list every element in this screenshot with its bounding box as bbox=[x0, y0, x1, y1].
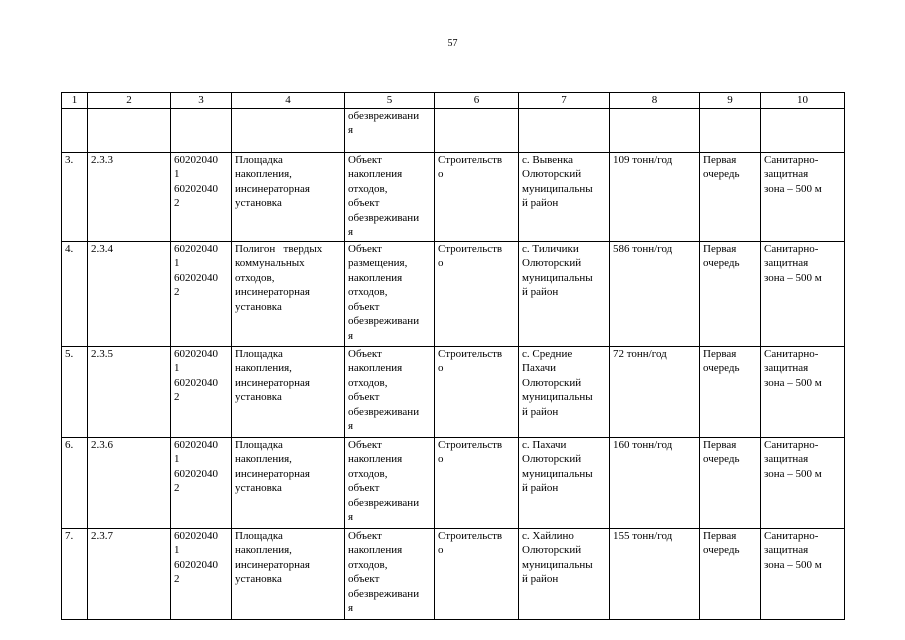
cell-line: 1 bbox=[174, 257, 180, 269]
cell-line: зона – 500 м bbox=[764, 376, 822, 389]
cell-line: Первая bbox=[703, 153, 737, 166]
cell-line: муниципальны bbox=[522, 467, 593, 480]
cell-line: 60202040 bbox=[174, 153, 218, 166]
cell-line: отходов, bbox=[348, 467, 388, 480]
sanitary-zone-cell bbox=[761, 437, 845, 528]
cell-line: Санитарно- bbox=[764, 153, 819, 166]
cell-line: объект bbox=[348, 197, 380, 209]
cell-line: Строительств bbox=[438, 529, 503, 542]
cell-line: обезвреживани bbox=[348, 496, 420, 509]
cell-line: Олюторский bbox=[522, 376, 582, 389]
priority-cell bbox=[700, 528, 761, 619]
location-cell bbox=[519, 528, 610, 619]
sanitary-zone-cell bbox=[761, 241, 845, 346]
cell-line: 2 bbox=[174, 391, 180, 403]
cell-line: коммунальных bbox=[235, 257, 305, 269]
cell-line: 60202040 bbox=[174, 182, 218, 195]
capacity-cell: 586 тонн/год bbox=[610, 241, 700, 346]
cell-line: я bbox=[348, 420, 354, 432]
cell-line: 2 bbox=[174, 286, 180, 298]
cell-line: с. Средние bbox=[522, 347, 573, 360]
cell-line: 60202040 bbox=[174, 271, 218, 284]
cell-line: отходов, bbox=[348, 286, 388, 298]
cell-line: муниципальны bbox=[522, 271, 593, 284]
facility-name-cell bbox=[232, 346, 345, 437]
column-number: 5 bbox=[345, 93, 435, 109]
cell-line: Объект bbox=[348, 242, 382, 255]
cell-line: накопления bbox=[348, 453, 403, 465]
cell-line: накопления, bbox=[235, 168, 292, 180]
table-row bbox=[62, 346, 845, 437]
cell-line: Олюторский bbox=[522, 168, 582, 180]
data-rows bbox=[62, 152, 845, 619]
cell-line: Объект bbox=[348, 438, 382, 451]
table-cell bbox=[761, 108, 845, 152]
table-cell bbox=[88, 108, 171, 152]
cell-line: обезвреживани bbox=[348, 587, 420, 600]
cell-line: очередь bbox=[703, 168, 740, 180]
priority-cell bbox=[700, 152, 761, 241]
priority-cell bbox=[700, 437, 761, 528]
cell-line: очередь bbox=[703, 362, 740, 374]
capacity-cell: 72 тонн/год bbox=[610, 346, 700, 437]
cell-line: о bbox=[438, 168, 444, 180]
cell-line: й район bbox=[522, 573, 559, 585]
activity-cell bbox=[435, 437, 519, 528]
cell-line: очередь bbox=[703, 453, 740, 465]
row-number-cell: 4. bbox=[62, 241, 88, 346]
cell-line: Санитарно- bbox=[764, 347, 819, 360]
cell-line: инсинераторная bbox=[235, 376, 310, 389]
cell-line: установка bbox=[235, 482, 282, 494]
cell-line: 60202040 bbox=[174, 467, 218, 480]
cell-line: Объект bbox=[348, 529, 382, 542]
cell-line: очередь bbox=[703, 544, 740, 556]
cell-line: обезвреживани bbox=[348, 315, 420, 327]
fkko-code-cell bbox=[171, 346, 232, 437]
sanitary-zone-cell bbox=[761, 528, 845, 619]
cell-line: Площадка bbox=[235, 347, 283, 360]
cell-line: с. Тиличики bbox=[522, 242, 579, 255]
cell-line: 1 bbox=[174, 362, 180, 374]
table-cell bbox=[62, 108, 88, 152]
cell-line: я bbox=[348, 226, 354, 238]
cell-line: отходов, bbox=[348, 182, 388, 195]
cell-line: защитная bbox=[764, 257, 809, 269]
activity-cell bbox=[435, 241, 519, 346]
cell-line: Объект bbox=[348, 153, 382, 166]
cell-line: 1 bbox=[174, 168, 180, 180]
cell-line: 60202040 bbox=[174, 558, 218, 571]
cell-line: установка bbox=[235, 197, 282, 209]
cell-line: объект bbox=[348, 482, 380, 494]
fkko-code-cell bbox=[171, 528, 232, 619]
facilities-table bbox=[61, 92, 845, 620]
cell-line: зона – 500 м bbox=[764, 182, 822, 195]
column-number: 3 bbox=[171, 93, 232, 109]
row-number-cell: 5. bbox=[62, 346, 88, 437]
cell-line: с. Вывенка bbox=[522, 153, 574, 166]
cell-line: размещения, bbox=[348, 257, 408, 269]
cell-line: накопления, bbox=[235, 544, 292, 556]
cell-line: Полигон твердых bbox=[235, 242, 323, 255]
cell-line: инсинераторная bbox=[235, 558, 310, 571]
cell-line: о bbox=[438, 257, 444, 269]
cell-line: защитная bbox=[764, 168, 809, 180]
cell-line: Олюторский bbox=[522, 544, 582, 556]
cell-line: 2 bbox=[174, 573, 180, 585]
cell-line: Санитарно- bbox=[764, 529, 819, 542]
cell-line: Санитарно- bbox=[764, 242, 819, 255]
priority-cell bbox=[700, 241, 761, 346]
cell-line: очередь bbox=[703, 257, 740, 269]
table-cell bbox=[232, 108, 345, 152]
table-row bbox=[62, 437, 845, 528]
column-number: 10 bbox=[761, 93, 845, 109]
cell-line: 60202040 bbox=[174, 242, 218, 255]
cell-line: объект bbox=[348, 300, 380, 313]
object-type-cell bbox=[345, 346, 435, 437]
facility-name-cell bbox=[232, 241, 345, 346]
cell-line: инсинераторная bbox=[235, 286, 310, 298]
code-cell: 2.3.6 bbox=[88, 437, 171, 528]
cell-line: установка bbox=[235, 573, 282, 585]
sanitary-zone-cell bbox=[761, 346, 845, 437]
cell-line: зона – 500 м bbox=[764, 558, 822, 571]
cell-line: накопления, bbox=[235, 453, 292, 465]
table-row bbox=[62, 528, 845, 619]
cell-line: защитная bbox=[764, 362, 809, 374]
cell-line: отходов, bbox=[348, 558, 388, 571]
location-cell bbox=[519, 437, 610, 528]
object-type-cell bbox=[345, 241, 435, 346]
cell-line: объект bbox=[348, 573, 380, 585]
column-number: 9 bbox=[700, 93, 761, 109]
cell-line: Первая bbox=[703, 438, 737, 451]
object-type-cell bbox=[345, 528, 435, 619]
cell-line: с. Пахачи bbox=[522, 438, 567, 451]
cell-line: защитная bbox=[764, 453, 809, 465]
cell-line: отходов, bbox=[235, 271, 275, 284]
cell-line: о bbox=[438, 453, 444, 465]
cell-line: Олюторский bbox=[522, 257, 582, 269]
object-type-cell bbox=[345, 152, 435, 241]
cell-line: муниципальны bbox=[522, 391, 593, 403]
cell-line: объект bbox=[348, 391, 380, 403]
cell-line: я bbox=[348, 602, 354, 614]
capacity-cell: 155 тонн/год bbox=[610, 528, 700, 619]
fkko-code-cell bbox=[171, 437, 232, 528]
column-number-row bbox=[62, 93, 845, 109]
cell-line: Олюторский bbox=[522, 453, 582, 465]
cell-line: Строительств bbox=[438, 347, 503, 360]
cell-line: установка bbox=[235, 391, 282, 403]
code-cell: 2.3.4 bbox=[88, 241, 171, 346]
cell-line: накопления bbox=[348, 362, 403, 374]
continuation-row bbox=[62, 108, 845, 152]
column-number: 7 bbox=[519, 93, 610, 109]
cell-line: о bbox=[438, 362, 444, 374]
cell-line: Строительств bbox=[438, 153, 503, 166]
cell-line: Площадка bbox=[235, 153, 283, 166]
cell-line: обезвреживани bbox=[348, 211, 420, 224]
cell-line: накопления bbox=[348, 544, 403, 556]
row-number-cell: 6. bbox=[62, 437, 88, 528]
cell-line: инсинераторная bbox=[235, 182, 310, 195]
cell-line: накопления bbox=[348, 168, 403, 180]
cell-line: накопления, bbox=[235, 362, 292, 374]
facility-name-cell bbox=[232, 528, 345, 619]
activity-cell bbox=[435, 346, 519, 437]
cell-line: 60202040 bbox=[174, 347, 218, 360]
cell-line: Площадка bbox=[235, 529, 283, 542]
capacity-cell: 160 тонн/год bbox=[610, 437, 700, 528]
cell-line: й район bbox=[522, 482, 559, 494]
cell-line: муниципальны bbox=[522, 558, 593, 571]
cell-line: я bbox=[348, 511, 354, 523]
cell-line: Санитарно- bbox=[764, 438, 819, 451]
facility-name-cell bbox=[232, 152, 345, 241]
code-cell: 2.3.5 bbox=[88, 346, 171, 437]
column-number: 6 bbox=[435, 93, 519, 109]
table-cell bbox=[435, 108, 519, 152]
cell-line: й район bbox=[522, 286, 559, 298]
table-cell bbox=[519, 108, 610, 152]
object-type-cell bbox=[345, 437, 435, 528]
activity-cell bbox=[435, 528, 519, 619]
row-number-cell: 7. bbox=[62, 528, 88, 619]
row-number-cell: 3. bbox=[62, 152, 88, 241]
cell-line: Строительств bbox=[438, 438, 503, 451]
cell-line: Площадка bbox=[235, 438, 283, 451]
cell-line: накопления bbox=[348, 271, 403, 284]
cell-line: й район bbox=[522, 405, 559, 418]
cell-line: я bbox=[348, 329, 354, 342]
column-number: 4 bbox=[232, 93, 345, 109]
cell-line: о bbox=[438, 544, 444, 556]
sanitary-zone-cell bbox=[761, 152, 845, 241]
cell-line: инсинераторная bbox=[235, 467, 310, 480]
cell-line: муниципальны bbox=[522, 182, 593, 195]
cell-line: зона – 500 м bbox=[764, 271, 822, 284]
cell-line: 2 bbox=[174, 482, 180, 494]
page-number: 57 bbox=[447, 38, 458, 49]
cell-line: Строительств bbox=[438, 242, 503, 255]
activity-cell bbox=[435, 152, 519, 241]
cell-line: я bbox=[348, 124, 354, 136]
code-cell: 2.3.7 bbox=[88, 528, 171, 619]
cell-line: 2 bbox=[174, 197, 180, 209]
cell-line: обезвреживани bbox=[348, 109, 420, 122]
table-cell bbox=[171, 108, 232, 152]
code-cell: 2.3.3 bbox=[88, 152, 171, 241]
fkko-code-cell bbox=[171, 241, 232, 346]
cell-line: обезвреживани bbox=[348, 405, 420, 418]
cell-line: отходов, bbox=[348, 376, 388, 389]
table-row bbox=[62, 152, 845, 241]
priority-cell bbox=[700, 346, 761, 437]
cell-line: защитная bbox=[764, 544, 809, 556]
fkko-code-cell bbox=[171, 152, 232, 241]
cell-line: Первая bbox=[703, 347, 737, 360]
cell-line: 1 bbox=[174, 453, 180, 465]
cell-line: 60202040 bbox=[174, 376, 218, 389]
location-cell bbox=[519, 241, 610, 346]
cell-line: с. Хайлино bbox=[522, 529, 574, 542]
column-number: 2 bbox=[88, 93, 171, 109]
location-cell bbox=[519, 152, 610, 241]
cell-line: Объект bbox=[348, 347, 382, 360]
cell-line: установка bbox=[235, 300, 282, 313]
cell-line: Пахачи bbox=[522, 362, 557, 374]
capacity-cell: 109 тонн/год bbox=[610, 152, 700, 241]
continuation-object-cell bbox=[345, 108, 435, 152]
table-cell bbox=[610, 108, 700, 152]
cell-line: 1 bbox=[174, 544, 180, 556]
location-cell bbox=[519, 346, 610, 437]
table-cell bbox=[700, 108, 761, 152]
table-row bbox=[62, 241, 845, 346]
cell-line: зона – 500 м bbox=[764, 467, 822, 480]
cell-line: 60202040 bbox=[174, 529, 218, 542]
cell-line: 60202040 bbox=[174, 438, 218, 451]
cell-line: й район bbox=[522, 197, 559, 209]
facility-name-cell bbox=[232, 437, 345, 528]
cell-line: Первая bbox=[703, 529, 737, 542]
column-number: 8 bbox=[610, 93, 700, 109]
column-number: 1 bbox=[62, 93, 88, 109]
cell-line: Первая bbox=[703, 242, 737, 255]
